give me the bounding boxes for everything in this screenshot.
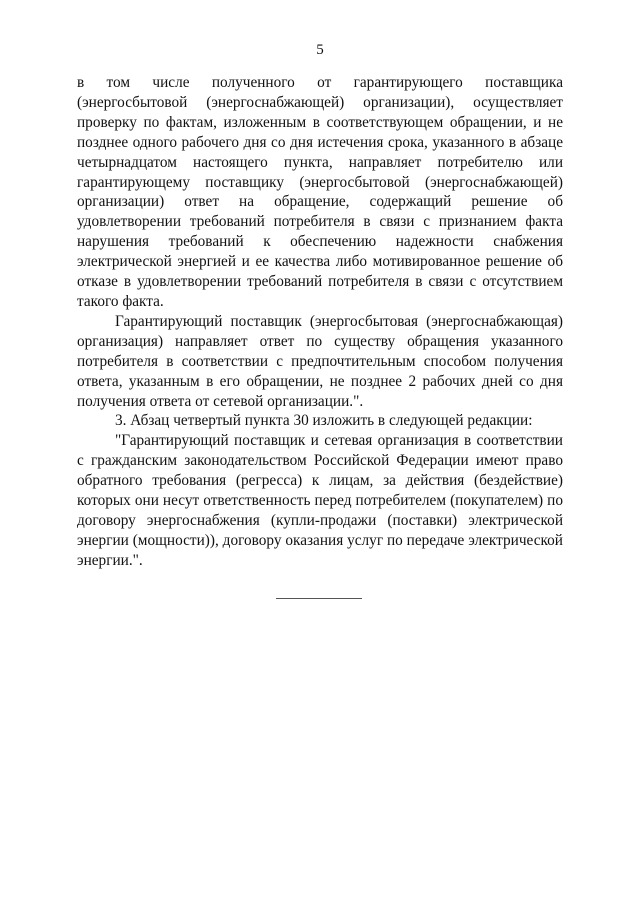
end-separator-line (276, 598, 362, 599)
page-number: 5 (316, 42, 324, 58)
document-body (77, 73, 563, 571)
paragraph-amendment-item-3: 3. Абзац четвертый пункта 30 изложить в следующей редакции: (115, 412, 533, 430)
paragraph-recourse-clause: "Гарантирующий поставщик и сетевая организация в соответствии с гражданским законодательством Российской Федерации имеют право обратного требования (регресса) к лицам, за действия (бездействие) которых они несут ответственность перед потребителем (покупателем) по договору энергоснабжения (купли-продажи (поставки) электрической энергии (мощности)), договору оказания услуг по передаче электрической энергии.". (77, 432, 563, 569)
paragraph-continuation: в том числе полученного от гарантирующего поставщика (энергосбытовой (энергоснабжающей) организации), осуществляет проверку по фактам, изложенным в соответствующем обращении, и не позднее одного рабочего дня со дня истечения срока, указанного в абзаце четырнадцатом настоящего пункта, направляет потребителю или гарантирующему поставщику (энергосбытовой (энергоснабжающей) организации) ответ на обращение, содержащий решение об удовлетворении требований потребителя в связи с признанием факта нарушения требований к обеспечению надежности снабжения электрической энергией и ее качества либо мотивированное решение об отказе в удовлетворении требований потребителя в связи с отсутствием такого факта. (77, 74, 563, 310)
paragraph-supplier-response: Гарантирующий поставщик (энергосбытовая (энергоснабжающая) организация) направляет ответ по существу обращения указанного потребителя в соответствии с предпочтительным способом получения ответа, указанным в его обращении, не позднее 2 рабочих дней со дня получения ответа от сетевой организации.". (77, 312, 563, 410)
